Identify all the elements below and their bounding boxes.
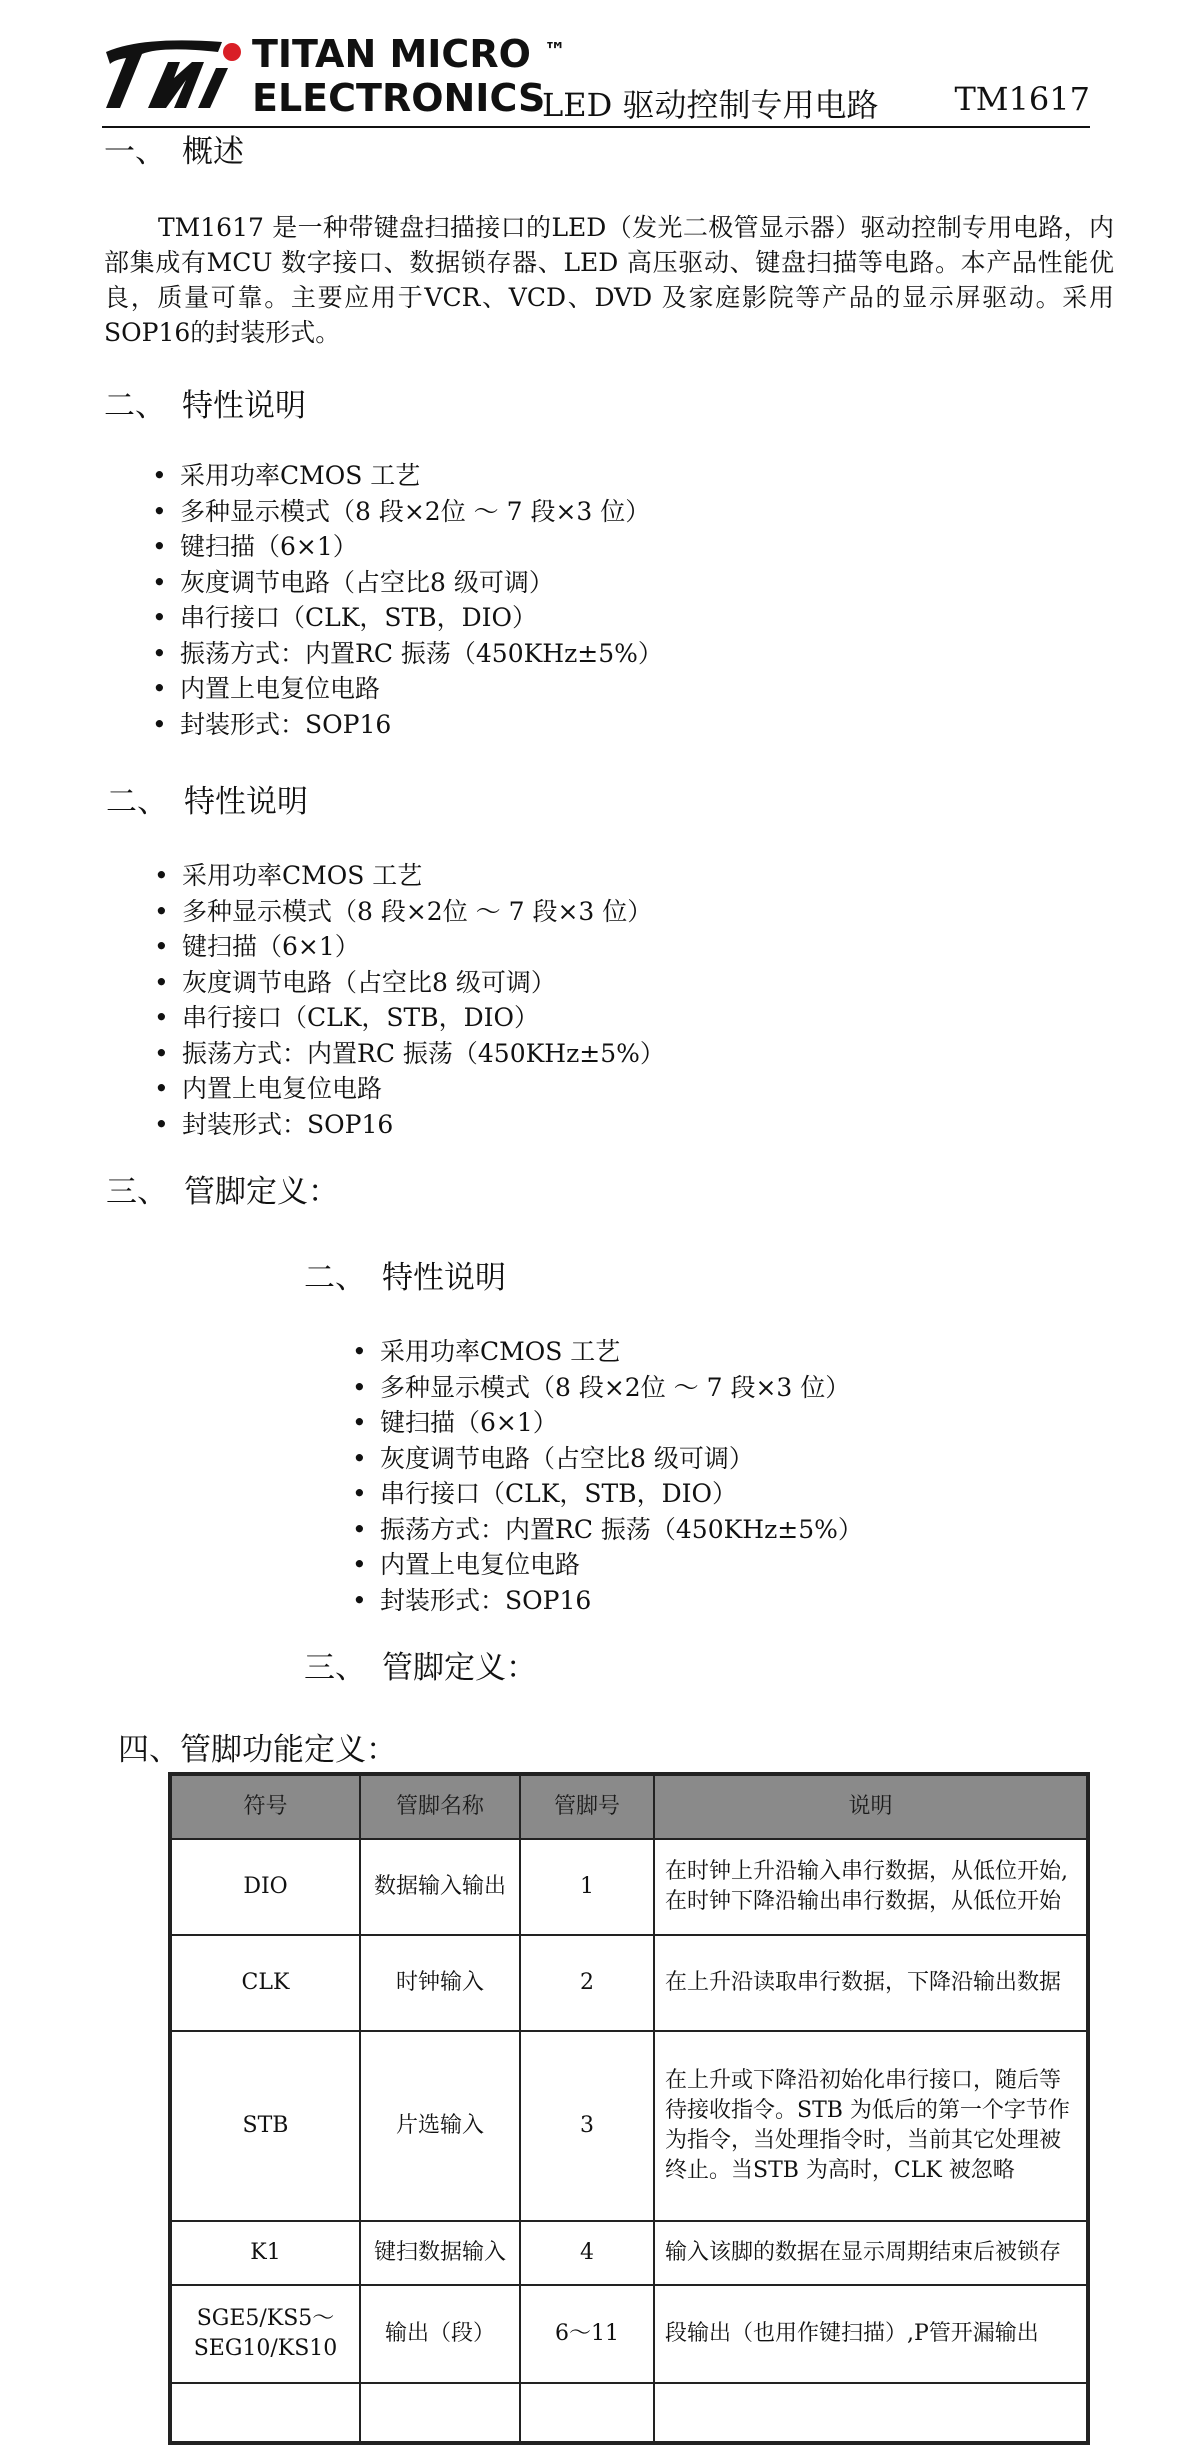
column-header: 符号 [170, 1774, 360, 1839]
tm-logo-icon [102, 34, 242, 116]
feature-item: • 多种显示模式（8 段×2位 ～ 7 段×3 位） [152, 494, 663, 530]
pin-symbol: CLK [170, 1935, 360, 2031]
table-row [170, 2221, 1088, 2285]
feature-item: • 键扫描（6×1） [352, 1405, 863, 1441]
pin-function-heading: 四、管脚功能定义： [118, 1732, 397, 1768]
pin-description: 段输出（也用作键扫描）,P管开漏输出 [654, 2285, 1088, 2383]
features-heading-1: 二、 特性说明 [104, 388, 306, 424]
pin-symbol: STB [170, 2031, 360, 2221]
feature-item: • 采用功率CMOS 工艺 [352, 1334, 863, 1370]
table-row [170, 1839, 1088, 1935]
column-header: 说明 [654, 1774, 1088, 1839]
feature-item: • 灰度调节电路（占空比8 级可调） [152, 565, 663, 601]
feature-item: • 键扫描（6×1） [152, 529, 663, 565]
feature-item: • 多种显示模式（8 段×2位 ～ 7 段×3 位） [154, 894, 665, 930]
pin-symbol: DIO [170, 1839, 360, 1935]
pin-number: 2 [520, 1935, 654, 2031]
table-row [170, 2285, 1088, 2383]
feature-item: • 振荡方式：内置RC 振荡（450KHz±5%） [152, 636, 663, 672]
pin-number: 4 [520, 2221, 654, 2285]
pin-definition-heading-1: 三、 管脚定义： [106, 1174, 339, 1210]
table-row [170, 2031, 1088, 2221]
page-header [102, 28, 1090, 128]
feature-item: • 串行接口（CLK，STB，DIO） [152, 600, 663, 636]
overview-paragraph: TM1617 是一种带键盘扫描接口的LED（发光二极管显示器）驱动控制专用电路，内部集成有MCU 数字接口、数据锁存器、LED 高压驱动、键盘扫描等电路。本产品性能优良，质量可靠。主要应用于VCR、VCD、DVD 及家庭影院等产品的显示屏驱动。采用SOP16的封装形式。 [104, 213, 1114, 347]
table-row [170, 2383, 1088, 2443]
features-heading-2: 二、 特性说明 [106, 784, 308, 820]
feature-item: • 串行接口（CLK，STB，DIO） [154, 1000, 665, 1036]
feature-item: • 振荡方式：内置RC 振荡（450KHz±5%） [154, 1036, 665, 1072]
pin-name: 键扫数据输入 [360, 2221, 520, 2285]
feature-item: • 采用功率CMOS 工艺 [152, 458, 663, 494]
pin-description: 在时钟上升沿输入串行数据，从低位开始,在时钟下降沿输出串行数据，从低位开始 [654, 1839, 1088, 1935]
overview-heading: 一、 概述 [104, 134, 244, 170]
feature-item: • 振荡方式：内置RC 振荡（450KHz±5%） [352, 1512, 863, 1548]
pin-description [654, 2383, 1088, 2443]
feature-item: • 封装形式：SOP16 [152, 707, 663, 743]
feature-item: • 键扫描（6×1） [154, 929, 665, 965]
feature-item: • 内置上电复位电路 [352, 1547, 863, 1583]
feature-item: • 封装形式：SOP16 [352, 1583, 863, 1619]
feature-item: • 内置上电复位电路 [154, 1071, 665, 1107]
feature-item: • 多种显示模式（8 段×2位 ～ 7 段×3 位） [352, 1370, 863, 1406]
features-list-2 [154, 858, 665, 1142]
pin-symbol: SGE5/KS5～SEG10/KS10 [170, 2285, 360, 2383]
feature-item: • 灰度调节电路（占空比8 级可调） [352, 1441, 863, 1477]
pin-definition-heading-2: 三、 管脚定义： [304, 1650, 537, 1686]
pin-description: 在上升沿读取串行数据，下降沿输出数据 [654, 1935, 1088, 2031]
pin-name: 片选输入 [360, 2031, 520, 2221]
header-divider [102, 126, 1090, 128]
pin-description: 在上升或下降沿初始化串行接口，随后等待接收指令。STB 为低后的第一个字节作为指令，当处理指令时，当前其它处理被终止。当STB 为高时，CLK 被忽略 [654, 2031, 1088, 2221]
feature-item: • 采用功率CMOS 工艺 [154, 858, 665, 894]
table-header-row [170, 1774, 1088, 1839]
pin-number: 1 [520, 1839, 654, 1935]
pin-name [360, 2383, 520, 2443]
features-list-3 [352, 1334, 863, 1618]
company-name: TITAN MICRO ™ ELECTRONICS [252, 32, 567, 120]
part-number: TM1617 [954, 80, 1090, 118]
column-header: 管脚号 [520, 1774, 654, 1839]
pin-symbol: K1 [170, 2221, 360, 2285]
pin-name: 时钟输入 [360, 1935, 520, 2031]
table-row [170, 1935, 1088, 2031]
pin-number: 6～11 [520, 2285, 654, 2383]
pin-description: 输入该脚的数据在显示周期结束后被锁存 [654, 2221, 1088, 2285]
document-title: LED 驱动控制专用电路 [542, 86, 879, 124]
pin-symbol [170, 2383, 360, 2443]
column-header: 管脚名称 [360, 1774, 520, 1839]
pin-number: 3 [520, 2031, 654, 2221]
pin-name: 输出（段） [360, 2285, 520, 2383]
pin-name: 数据输入输出 [360, 1839, 520, 1935]
feature-item: • 灰度调节电路（占空比8 级可调） [154, 965, 665, 1001]
feature-item: • 串行接口（CLK，STB，DIO） [352, 1476, 863, 1512]
features-list-1 [152, 458, 663, 742]
feature-item: • 内置上电复位电路 [152, 671, 663, 707]
features-heading-3: 二、 特性说明 [304, 1260, 506, 1296]
pin-number [520, 2383, 654, 2443]
pin-function-table [168, 1772, 1090, 2445]
feature-item: • 封装形式：SOP16 [154, 1107, 665, 1143]
